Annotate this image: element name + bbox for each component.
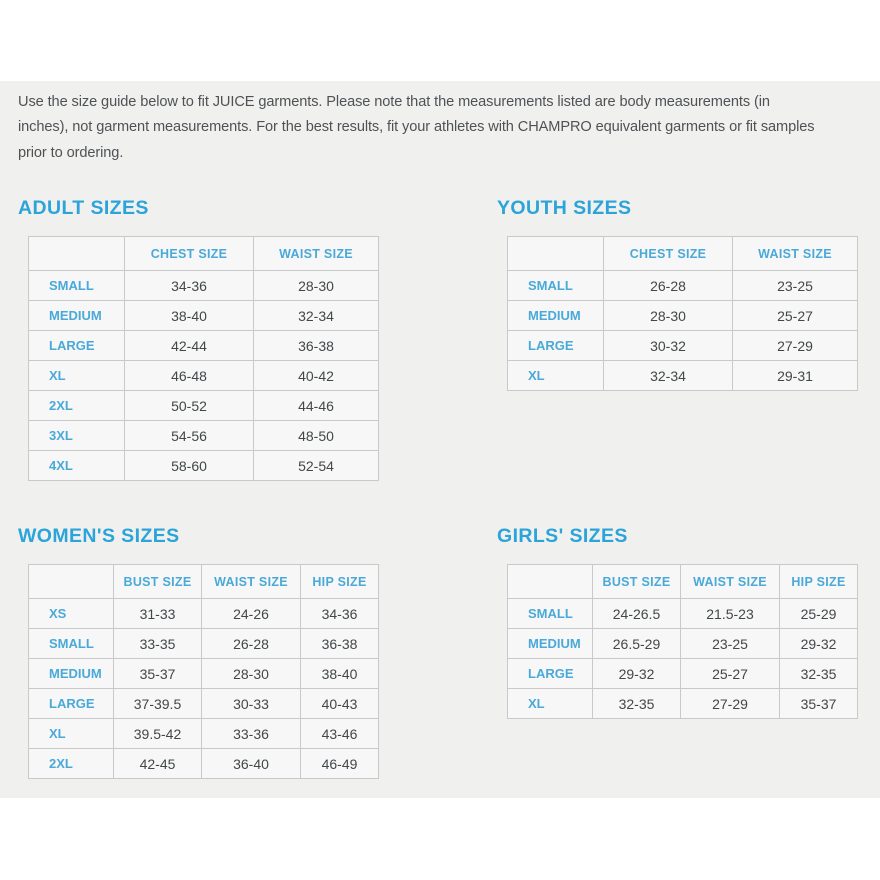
section-title-youth: YOUTH SIZES [497, 197, 632, 219]
measurement-cell: 42-44 [125, 331, 254, 361]
section-title-women: WOMEN'S SIZES [18, 525, 180, 547]
table-row [29, 629, 379, 659]
measurement-cell: 21.5-23 [681, 599, 780, 629]
measurement-cell: 35-37 [780, 689, 858, 719]
measurement-cell: 24-26.5 [593, 599, 681, 629]
measurement-cell: 38-40 [125, 301, 254, 331]
size-label-cell: SMALL [29, 271, 125, 301]
size-label-cell: LARGE [508, 331, 604, 361]
measurement-cell: 25-29 [780, 599, 858, 629]
womens-sizes-table [28, 564, 379, 779]
section-youth-sizes [497, 198, 861, 391]
measurement-cell: 32-35 [593, 689, 681, 719]
measurement-cell: 42-45 [114, 749, 202, 779]
girls-sizes-table [507, 564, 858, 719]
section-womens-sizes [18, 526, 382, 779]
table-row [29, 361, 379, 391]
content-band [0, 81, 880, 798]
table-row [29, 391, 379, 421]
measurement-cell: 46-49 [301, 749, 379, 779]
measurement-cell: 26-28 [202, 629, 301, 659]
size-label-cell: 2XL [29, 391, 125, 421]
table-row [29, 689, 379, 719]
measurement-cell: 44-46 [254, 391, 379, 421]
measurement-cell: 32-35 [780, 659, 858, 689]
table-row [29, 451, 379, 481]
size-label-cell: SMALL [508, 271, 604, 301]
measurement-cell: 36-38 [254, 331, 379, 361]
table-row [29, 749, 379, 779]
measurement-cell: 34-36 [301, 599, 379, 629]
measurement-cell: 50-52 [125, 391, 254, 421]
measurement-cell: 54-56 [125, 421, 254, 451]
size-label-cell: SMALL [508, 599, 593, 629]
size-label-cell: 2XL [29, 749, 114, 779]
measurement-cell: 36-40 [202, 749, 301, 779]
measurement-cell: 31-33 [114, 599, 202, 629]
measurement-cell: 35-37 [114, 659, 202, 689]
measurement-cell: 28-30 [202, 659, 301, 689]
column-header: BUST SIZE [593, 565, 681, 599]
size-label-cell: 4XL [29, 451, 125, 481]
table-row [508, 629, 858, 659]
column-header: WAIST SIZE [254, 237, 379, 271]
adult-sizes-table [28, 236, 379, 481]
size-label-cell: LARGE [29, 331, 125, 361]
measurement-cell: 30-32 [604, 331, 733, 361]
table-row [29, 331, 379, 361]
measurement-cell: 29-31 [733, 361, 858, 391]
measurement-cell: 58-60 [125, 451, 254, 481]
measurement-cell: 26-28 [604, 271, 733, 301]
measurement-cell: 43-46 [301, 719, 379, 749]
measurement-cell: 34-36 [125, 271, 254, 301]
intro-line: inches), not garment measurements. For the best results, fit your athletes with CHAMPRO equivalent garments or fit samples [18, 119, 815, 136]
table-row [508, 301, 858, 331]
column-header [29, 565, 114, 599]
column-header: CHEST SIZE [604, 237, 733, 271]
size-label-cell: XS [29, 599, 114, 629]
measurement-cell: 23-25 [681, 629, 780, 659]
youth-sizes-table [507, 236, 858, 391]
size-label-cell: MEDIUM [508, 301, 604, 331]
table-row [508, 361, 858, 391]
table-row [29, 271, 379, 301]
measurement-cell: 27-29 [733, 331, 858, 361]
column-header: WAIST SIZE [733, 237, 858, 271]
table-row [508, 689, 858, 719]
measurement-cell: 25-27 [733, 301, 858, 331]
measurement-cell: 40-42 [254, 361, 379, 391]
header-row [508, 237, 858, 271]
measurement-cell: 28-30 [604, 301, 733, 331]
table-row [29, 301, 379, 331]
column-header: BUST SIZE [114, 565, 202, 599]
measurement-cell: 33-36 [202, 719, 301, 749]
header-row [29, 565, 379, 599]
size-label-cell: 3XL [29, 421, 125, 451]
column-header [508, 565, 593, 599]
size-label-cell: XL [508, 361, 604, 391]
size-label-cell: SMALL [29, 629, 114, 659]
section-title-girls: GIRLS' SIZES [497, 525, 628, 547]
measurement-cell: 32-34 [604, 361, 733, 391]
section-title-adult: ADULT SIZES [18, 197, 149, 219]
column-header: WAIST SIZE [681, 565, 780, 599]
size-label-cell: XL [508, 689, 593, 719]
measurement-cell: 33-35 [114, 629, 202, 659]
intro-line: Use the size guide below to fit JUICE garments. Please note that the measurements listed are body measurements (in [18, 94, 770, 110]
measurement-cell: 28-30 [254, 271, 379, 301]
measurement-cell: 29-32 [593, 659, 681, 689]
size-label-cell: XL [29, 361, 125, 391]
size-label-cell: LARGE [508, 659, 593, 689]
column-header [508, 237, 604, 271]
measurement-cell: 30-33 [202, 689, 301, 719]
measurement-cell: 32-34 [254, 301, 379, 331]
header-row [29, 237, 379, 271]
measurement-cell: 26.5-29 [593, 629, 681, 659]
measurement-cell: 48-50 [254, 421, 379, 451]
column-header [29, 237, 125, 271]
measurement-cell: 23-25 [733, 271, 858, 301]
table-row [508, 599, 858, 629]
size-label-cell: LARGE [29, 689, 114, 719]
table-row [29, 659, 379, 689]
measurement-cell: 46-48 [125, 361, 254, 391]
intro-line: prior to ordering. [18, 144, 124, 161]
size-label-cell: XL [29, 719, 114, 749]
measurement-cell: 40-43 [301, 689, 379, 719]
measurement-cell: 52-54 [254, 451, 379, 481]
table-row [508, 331, 858, 361]
table-row [29, 421, 379, 451]
size-label-cell: MEDIUM [29, 301, 125, 331]
column-header: CHEST SIZE [125, 237, 254, 271]
measurement-cell: 39.5-42 [114, 719, 202, 749]
column-header: WAIST SIZE [202, 565, 301, 599]
table-row [29, 719, 379, 749]
table-row [508, 271, 858, 301]
measurement-cell: 24-26 [202, 599, 301, 629]
measurement-cell: 29-32 [780, 629, 858, 659]
section-adult-sizes [18, 198, 382, 481]
table-row [508, 659, 858, 689]
table-row [29, 599, 379, 629]
measurement-cell: 38-40 [301, 659, 379, 689]
size-label-cell: MEDIUM [508, 629, 593, 659]
section-girls-sizes [497, 526, 861, 719]
header-row [508, 565, 858, 599]
size-label-cell: MEDIUM [29, 659, 114, 689]
measurement-cell: 25-27 [681, 659, 780, 689]
measurement-cell: 37-39.5 [114, 689, 202, 719]
intro-text [18, 90, 814, 166]
measurement-cell: 36-38 [301, 629, 379, 659]
measurement-cell: 27-29 [681, 689, 780, 719]
column-header: HIP SIZE [301, 565, 379, 599]
column-header: HIP SIZE [780, 565, 858, 599]
